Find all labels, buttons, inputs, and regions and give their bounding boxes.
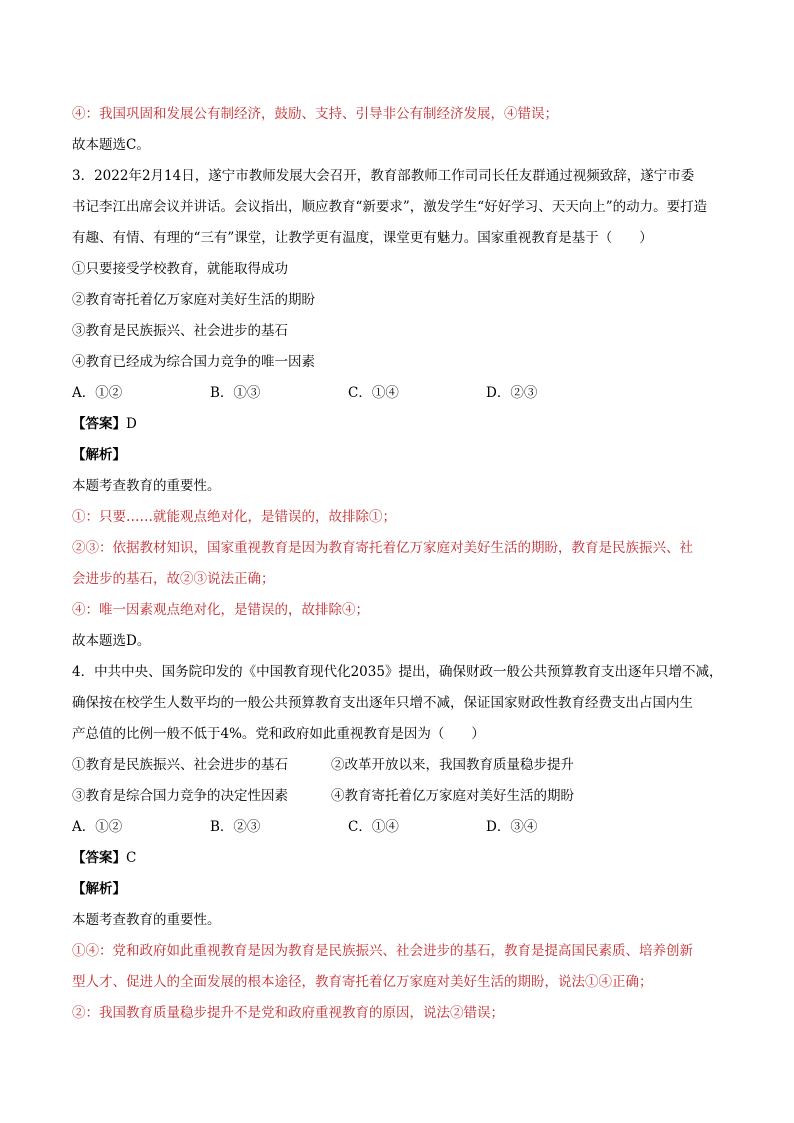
q4-option-c: C．①④ bbox=[348, 819, 399, 835]
q4-analysis-1a: ①④：党和政府如此重视教育是因为教育是民族振兴、社会进步的基石，教育是提高国民素质、培养创新 bbox=[72, 943, 693, 959]
q3-analysis-1: ①：只要……就能观点绝对化，是错误的，故排除①； bbox=[72, 509, 396, 525]
q3-stem-line-1: 3．2022年2月14日，遂宁市教师发展大会召开，教育部教师工作司司长任友群通过视频致辞，遂宁市委 bbox=[72, 168, 695, 184]
q3-item-1: ①只要接受学校教育，就能取得成功 bbox=[72, 261, 288, 277]
q4-option-b: B．②③ bbox=[210, 819, 261, 835]
q4-analysis-label: 【解析】 bbox=[72, 881, 126, 897]
q3-stem-line-2: 书记李江出席会议并讲话。会议指出，顺应教育“新要求”，激发学生“好好学习、天天向上”的动力。要打造 bbox=[72, 199, 708, 215]
q3-answer bbox=[72, 415, 137, 433]
q3-analysis-2b: 会进步的基石，故②③说法正确； bbox=[72, 571, 275, 587]
q4-stem-line-1: 4．中共中央、国务院印发的《中国教育现代化2035》提出，确保财政一般公共预算教育支出逐年只增不减， bbox=[72, 664, 723, 680]
q3-item-2: ②教育寄托着亿万家庭对美好生活的期盼 bbox=[72, 292, 315, 308]
q4-stem-line-3: 产总值的比例一般不低于4%。党和政府如此重视教育是因为（ ） bbox=[72, 726, 485, 742]
q3-option-d: D．②③ bbox=[486, 385, 538, 401]
q4-item-2: ②改革开放以来，我国教育质量稳步提升 bbox=[331, 757, 574, 773]
q3-analysis-label: 【解析】 bbox=[72, 447, 126, 463]
q4-analysis-2: ②：我国教育质量稳步提升不是党和政府重视教育的原因，说法②错误； bbox=[72, 1005, 504, 1021]
q4-analysis-intro: 本题考查教育的重要性。 bbox=[72, 912, 221, 928]
answer-label: 【答案】 bbox=[72, 850, 126, 866]
q3-item-3: ③教育是民族振兴、社会进步的基石 bbox=[72, 323, 288, 339]
q3-option-a: A．①② bbox=[72, 385, 123, 401]
q3-option-c: C．①④ bbox=[348, 385, 399, 401]
q4-answer bbox=[72, 849, 136, 867]
q4-item-1: ①教育是民族振兴、社会进步的基石 bbox=[72, 757, 288, 773]
q4-stem-line-2: 确保按在校学生人数平均的一般公共预算教育支出逐年只增不减，保证国家财政性教育经费支出占国内生 bbox=[72, 695, 693, 711]
q3-analysis-intro: 本题考查教育的重要性。 bbox=[72, 478, 221, 494]
q3-analysis-2a: ②③：依据教材知识，国家重视教育是因为教育寄托着亿万家庭对美好生活的期盼，教育是民族振兴、社 bbox=[72, 540, 693, 556]
q3-option-b: B．①③ bbox=[210, 385, 261, 401]
answer-label: 【答案】 bbox=[72, 416, 126, 432]
q2-conclusion: 故本题选C。 bbox=[72, 137, 150, 153]
q4-item-3: ③教育是综合国力竞争的决定性因素 bbox=[72, 788, 288, 804]
q4-option-d: D．③④ bbox=[486, 819, 538, 835]
q4-option-a: A．①② bbox=[72, 819, 123, 835]
q3-stem-line-3: 有趣、有情、有理的“三有”课堂，让教学更有温度，课堂更有魅力。国家重视教育是基于（ ） bbox=[72, 230, 653, 246]
q3-item-4: ④教育已经成为综合国力竞争的唯一因素 bbox=[72, 354, 315, 370]
q3-analysis-3: ④：唯一因素观点绝对化，是错误的，故排除④； bbox=[72, 602, 369, 618]
q2-analysis-4: ④：我国巩固和发展公有制经济，鼓励、支持、引导非公有制经济发展，④错误； bbox=[72, 106, 558, 122]
answer-value: C bbox=[126, 850, 137, 866]
answer-value: D bbox=[126, 416, 137, 432]
q4-analysis-1b: 型人才、促进人的全面发展的根本途径，教育寄托着亿万家庭对美好生活的期盼，说法①④正确； bbox=[72, 974, 653, 990]
q4-item-4: ④教育寄托着亿万家庭对美好生活的期盼 bbox=[331, 788, 574, 804]
q3-conclusion: 故本题选D。 bbox=[72, 633, 151, 649]
